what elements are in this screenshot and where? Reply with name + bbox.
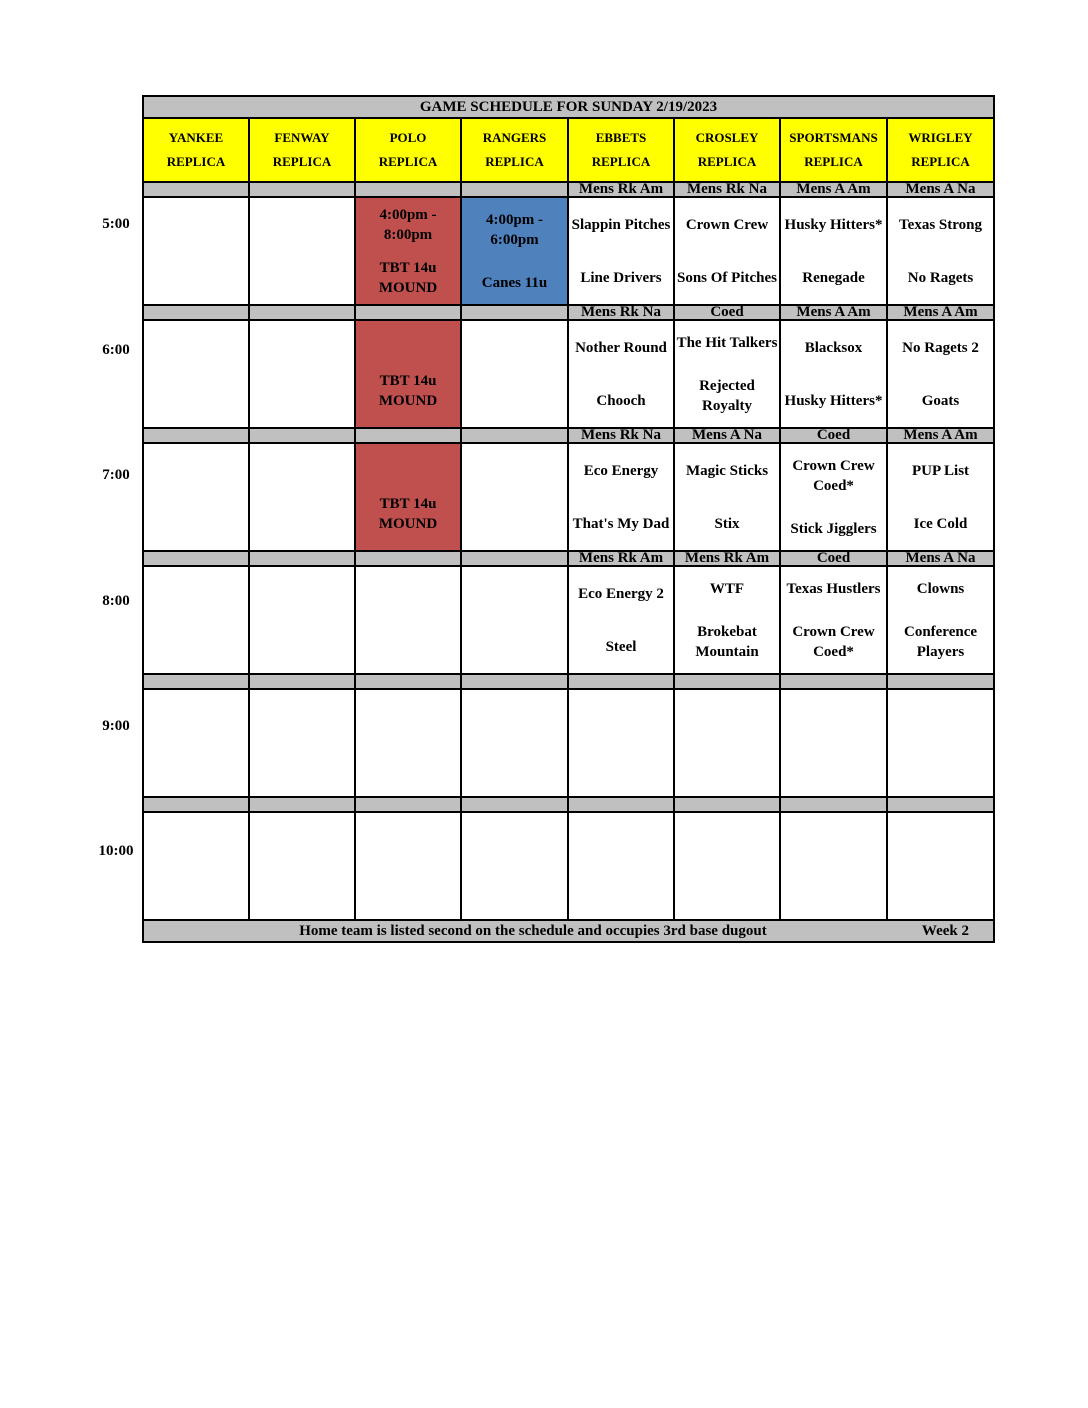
game-cell xyxy=(461,812,568,920)
team-top: Nother Round xyxy=(575,339,667,356)
game-cell xyxy=(887,443,994,551)
division-label: Mens Rk Am xyxy=(568,551,674,566)
division-label: Mens A Na xyxy=(674,428,780,443)
game-cell xyxy=(249,689,355,797)
team-bottom: That's My Dad xyxy=(572,515,670,532)
game-cell xyxy=(568,443,674,551)
game-cell xyxy=(887,197,994,305)
game-cell xyxy=(674,320,780,428)
field-sub: REPLICA xyxy=(485,154,544,169)
team-bottom: Canes 11u xyxy=(481,274,548,291)
division-label xyxy=(355,428,461,443)
division-row xyxy=(143,305,994,320)
field-header-ebbets xyxy=(568,118,674,182)
time-label: 5:00 xyxy=(102,216,130,232)
team-top: No Ragets 2 xyxy=(902,339,979,356)
division-label: Mens A Na xyxy=(887,551,994,566)
field-sub: REPLICA xyxy=(804,154,863,169)
field-name: RANGERS xyxy=(482,130,547,145)
division-label xyxy=(143,551,249,566)
field-name: FENWAY xyxy=(274,130,330,145)
time-slot-row xyxy=(143,566,994,674)
team-bottom: TBT 14u MOUND xyxy=(378,495,438,532)
team-top: Eco Energy xyxy=(583,462,659,479)
game-cell xyxy=(568,812,674,920)
division-label: Coed xyxy=(674,305,780,320)
game-cell xyxy=(674,197,780,305)
field-sub: REPLICA xyxy=(166,154,226,169)
game-cell xyxy=(355,812,461,920)
field-name: CROSLEY xyxy=(695,130,759,145)
team-bottom: Rejected Royalty xyxy=(699,377,755,414)
team-top: Blacksox xyxy=(804,339,863,356)
field-sub: REPLICA xyxy=(272,154,332,169)
game-cell xyxy=(143,197,249,305)
game-cell xyxy=(355,689,461,797)
team-bottom: Stix xyxy=(714,515,740,532)
team-top: Husky Hitters* xyxy=(784,216,883,233)
game-cell xyxy=(568,320,674,428)
week-label: Week 2 xyxy=(921,922,970,939)
division-label xyxy=(249,551,355,566)
division-label xyxy=(355,674,461,689)
division-label xyxy=(568,797,674,812)
division-label xyxy=(249,428,355,443)
division-label xyxy=(780,797,887,812)
division-label: Mens A Na xyxy=(887,182,994,197)
division-row xyxy=(143,428,994,443)
team-bottom: Crown Crew Coed* xyxy=(792,623,875,660)
team-bottom: Renegade xyxy=(802,269,865,286)
field-header-row xyxy=(143,118,994,182)
division-label xyxy=(461,182,568,197)
division-label: Mens A Am xyxy=(780,182,887,197)
time-label: 9:00 xyxy=(102,718,130,734)
team-bottom: TBT 14u MOUND xyxy=(378,259,438,296)
game-cell xyxy=(355,443,461,551)
division-label xyxy=(355,551,461,566)
game-cell xyxy=(780,689,887,797)
time-slot-row xyxy=(143,197,994,305)
game-cell xyxy=(249,812,355,920)
game-cell xyxy=(780,443,887,551)
division-row xyxy=(143,551,994,566)
field-header-wrigley xyxy=(887,118,994,182)
time-slot-row xyxy=(143,812,994,920)
game-cell xyxy=(780,197,887,305)
time-slot-row xyxy=(143,443,994,551)
division-label: Mens Rk Na xyxy=(568,305,674,320)
team-top: Crown Crew Coed* xyxy=(792,457,875,494)
time-slot-row xyxy=(143,689,994,797)
division-row xyxy=(143,182,994,197)
division-label xyxy=(355,305,461,320)
division-label: Coed xyxy=(780,428,887,443)
field-header-crosley xyxy=(674,118,780,182)
game-cell xyxy=(568,689,674,797)
division-row xyxy=(143,797,994,812)
division-label xyxy=(674,797,780,812)
division-label xyxy=(461,797,568,812)
game-cell xyxy=(780,812,887,920)
field-header-rangers xyxy=(461,118,568,182)
division-label xyxy=(461,674,568,689)
time-label: 7:00 xyxy=(102,467,130,483)
division-row xyxy=(143,674,994,689)
schedule-table xyxy=(142,95,995,943)
division-label xyxy=(355,182,461,197)
game-cell xyxy=(780,320,887,428)
team-bottom: Brokebat Mountain xyxy=(695,623,759,660)
division-label xyxy=(780,674,887,689)
division-label: Mens Rk Am xyxy=(674,551,780,566)
game-cell xyxy=(674,812,780,920)
division-label xyxy=(568,674,674,689)
time-slot-row xyxy=(143,320,994,428)
game-cell xyxy=(780,566,887,674)
game-cell xyxy=(143,812,249,920)
game-cell xyxy=(355,320,461,428)
field-sub: REPLICA xyxy=(591,154,651,169)
division-label xyxy=(143,428,249,443)
footer-note-cell xyxy=(143,920,994,942)
game-cell xyxy=(143,689,249,797)
team-bottom: Stick Jigglers xyxy=(790,520,877,537)
team-top: Slappin Pitches xyxy=(571,216,671,233)
game-cell xyxy=(887,320,994,428)
field-sub: REPLICA xyxy=(697,154,757,169)
team-top: Crown Crew xyxy=(685,216,769,233)
game-cell xyxy=(143,320,249,428)
field-name: YANKEE xyxy=(168,130,224,145)
division-label xyxy=(355,797,461,812)
division-label xyxy=(249,305,355,320)
field-name: WRIGLEY xyxy=(908,130,973,145)
division-label xyxy=(461,428,568,443)
team-top: 4:00pm - 8:00pm xyxy=(379,206,437,243)
division-label: Mens A Am xyxy=(780,305,887,320)
division-label xyxy=(249,674,355,689)
home-team-note: Home team is listed second on the schedule and occupies 3rd base dugout xyxy=(299,922,767,939)
game-cell xyxy=(568,197,674,305)
field-sub: REPLICA xyxy=(378,154,438,169)
field-name: EBBETS xyxy=(595,130,647,145)
game-cell xyxy=(674,689,780,797)
division-label xyxy=(249,797,355,812)
field-name: POLO xyxy=(389,130,427,145)
division-label xyxy=(249,182,355,197)
division-label xyxy=(887,797,994,812)
division-label xyxy=(461,551,568,566)
division-label xyxy=(143,797,249,812)
field-header-fenway xyxy=(249,118,355,182)
division-label xyxy=(143,674,249,689)
team-top: The Hit Talkers xyxy=(676,334,778,351)
team-bottom: Ice Cold xyxy=(913,515,968,532)
game-cell xyxy=(674,566,780,674)
field-header-yankee xyxy=(143,118,249,182)
field-header-polo xyxy=(355,118,461,182)
team-bottom: Husky Hitters* xyxy=(784,392,883,409)
game-cell xyxy=(249,443,355,551)
team-top: Texas Strong xyxy=(899,216,982,233)
field-sub: REPLICA xyxy=(911,154,970,169)
team-top: WTF xyxy=(709,580,745,597)
time-label: 8:00 xyxy=(102,593,130,609)
team-bottom: Conference Players xyxy=(903,623,978,660)
team-bottom: Sons Of Pitches xyxy=(676,269,777,286)
team-top: 4:00pm - 6:00pm xyxy=(485,211,544,248)
team-bottom: TBT 14u MOUND xyxy=(378,372,438,409)
game-cell xyxy=(461,320,568,428)
team-top: Clowns xyxy=(916,580,965,597)
division-label: Mens Rk Am xyxy=(568,182,674,197)
game-cell xyxy=(249,320,355,428)
time-label: 6:00 xyxy=(102,342,130,358)
team-bottom: Steel xyxy=(605,638,637,655)
game-cell xyxy=(461,197,568,305)
game-cell xyxy=(143,566,249,674)
game-cell xyxy=(143,443,249,551)
division-label: Mens A Am xyxy=(887,305,994,320)
division-label: Mens A Am xyxy=(887,428,994,443)
division-label xyxy=(461,305,568,320)
team-top: Magic Sticks xyxy=(685,462,769,479)
game-cell xyxy=(887,812,994,920)
division-label xyxy=(887,674,994,689)
schedule-title: GAME SCHEDULE FOR SUNDAY 2/19/2023 xyxy=(143,96,994,118)
game-cell xyxy=(355,197,461,305)
game-cell xyxy=(355,566,461,674)
game-cell xyxy=(461,566,568,674)
game-cell xyxy=(461,443,568,551)
game-cell xyxy=(887,566,994,674)
game-cell xyxy=(461,689,568,797)
team-top: PUP List xyxy=(911,462,970,479)
division-label xyxy=(143,182,249,197)
game-cell xyxy=(249,197,355,305)
field-header-sportsmans xyxy=(780,118,887,182)
game-cell xyxy=(249,566,355,674)
team-bottom: Goats xyxy=(921,392,960,409)
division-label xyxy=(143,305,249,320)
game-cell xyxy=(568,566,674,674)
division-label: Mens Rk Na xyxy=(568,428,674,443)
division-label: Mens Rk Na xyxy=(674,182,780,197)
team-top: Eco Energy 2 xyxy=(578,585,664,602)
division-label: Coed xyxy=(780,551,887,566)
team-bottom: No Ragets xyxy=(907,269,974,286)
team-bottom: Chooch xyxy=(596,392,646,409)
division-label xyxy=(674,674,780,689)
field-name: SPORTSMANS xyxy=(789,130,878,145)
team-top: Texas Hustlers xyxy=(786,580,881,597)
game-cell xyxy=(887,689,994,797)
team-bottom: Line Drivers xyxy=(580,269,662,286)
time-label: 10:00 xyxy=(98,843,134,859)
game-cell xyxy=(674,443,780,551)
